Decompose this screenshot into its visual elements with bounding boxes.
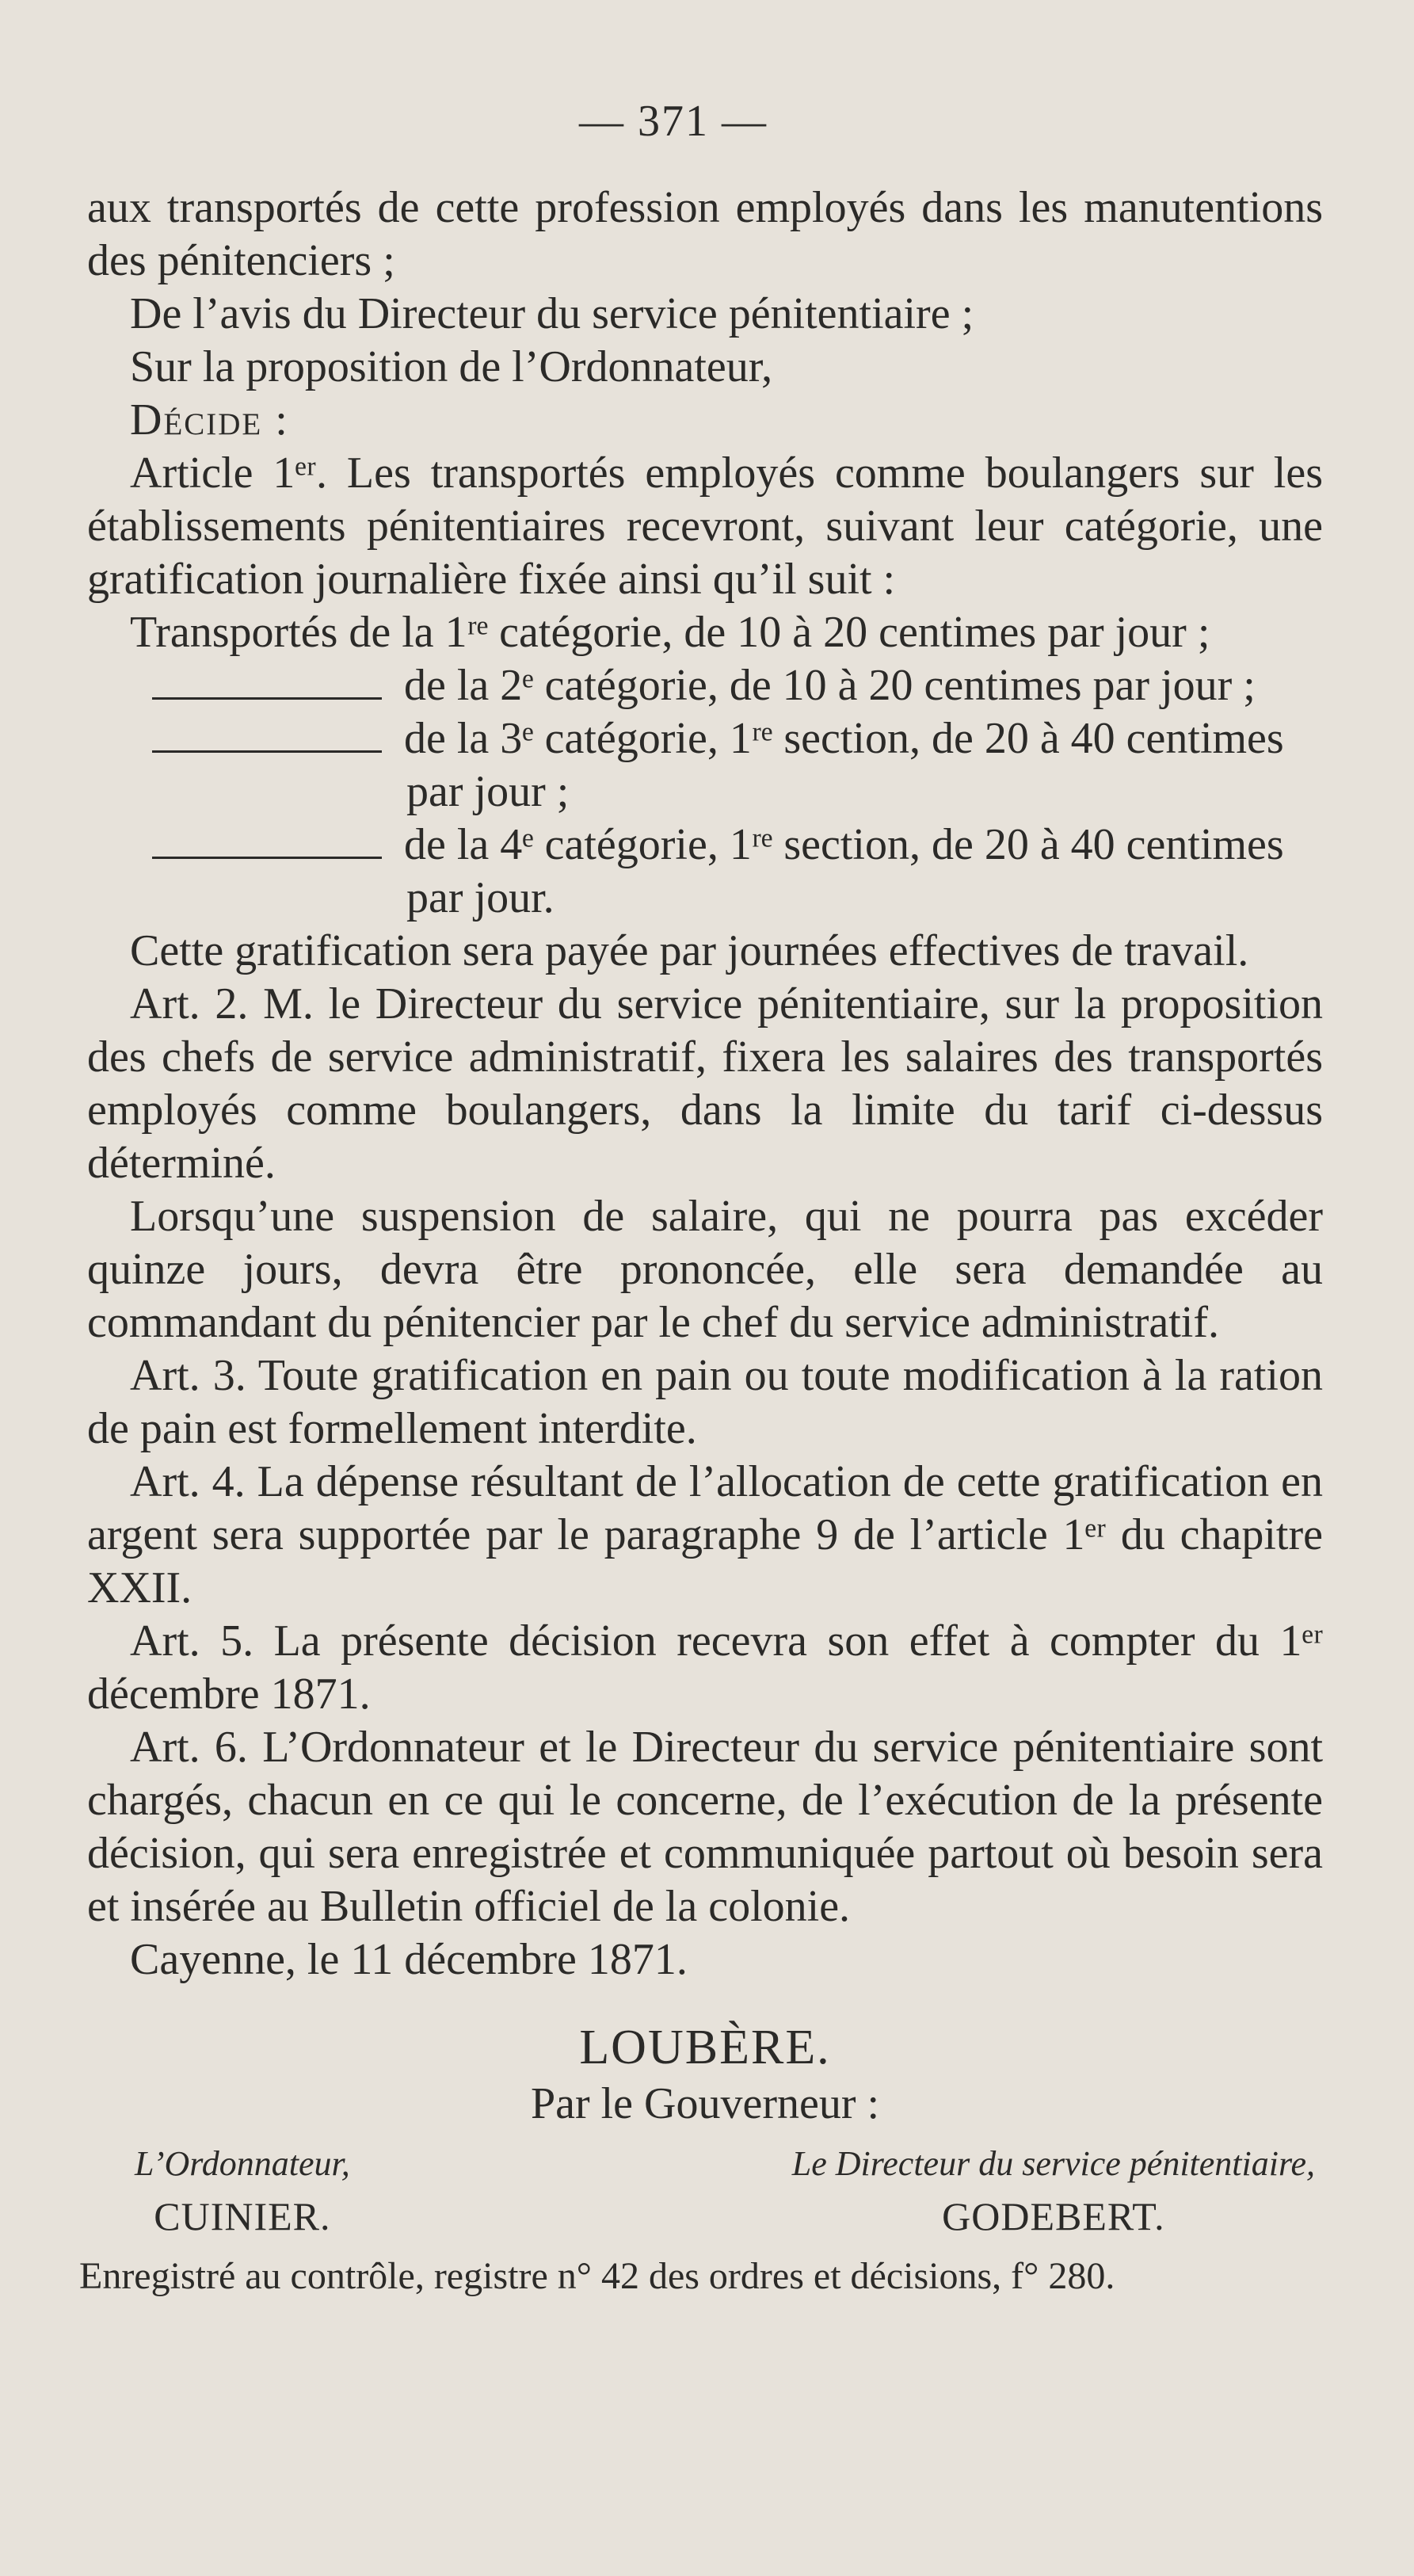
category-3-continuation: par jour ; bbox=[406, 767, 570, 816]
category-4: de la 4ᵉ catégorie, 1ʳᵉ section, de 20 à 40 centimes bbox=[404, 820, 1284, 869]
paragraph-decide: Décide : bbox=[130, 395, 289, 445]
category-1: Transportés de la 1ʳᵉ catégorie, de 10 à 20 centimes par jour ; bbox=[130, 608, 1210, 657]
article-6: Art. 6. L’Ordonnateur et le Directeur du service pénitentiaire sont chargés, chacun en ce qui le concerne, de l’exécution de la présente décision, qui sera enregistrée et communiquée partout où besoin sera et insérée au Bulletin officiel de la colonie. bbox=[87, 1723, 1323, 1931]
co-signature-directeur bbox=[792, 2137, 1323, 2243]
directeur-role: Le Directeur du service pénitentiaire, bbox=[791, 2144, 1315, 2183]
registration-note: Enregistré au contrôle, registre n° 42 des ordres et décisions, f° 280. bbox=[79, 2255, 1115, 2297]
ditto-dash bbox=[152, 857, 382, 859]
paragraph-gratification: Cette gratification sera payée par journées effectives de travail. bbox=[130, 926, 1249, 975]
paragraph-proposition: Sur la proposition de l’Ordonnateur, bbox=[130, 342, 773, 391]
category-3: de la 3ᵉ catégorie, 1ʳᵉ section, de 20 à 40 centimes bbox=[404, 714, 1284, 763]
paragraph-avis: De l’avis du Directeur du service pénitentiaire ; bbox=[130, 289, 974, 338]
ditto-dash bbox=[152, 697, 382, 700]
directeur-name: GODEBERT. bbox=[942, 2194, 1165, 2238]
ditto-dash bbox=[152, 750, 382, 753]
category-3-line bbox=[87, 712, 1323, 765]
co-signature-ordonnateur bbox=[87, 2137, 350, 2243]
category-4-line bbox=[87, 819, 1323, 872]
paragraph-continuation: aux transportés de cette profession employés dans les manutentions des pénitenciers ; bbox=[87, 183, 1323, 285]
ordonnateur-name: CUINIER. bbox=[154, 2194, 331, 2238]
co-signatures bbox=[87, 2137, 1323, 2243]
article-5: Art. 5. La présente décision recevra son effet à compter du 1ᵉʳ décembre 1871. bbox=[87, 1616, 1323, 1719]
signature-by: Par le Gouverneur : bbox=[530, 2079, 880, 2128]
article-4: Art. 4. La dépense résultant de l’allocation de cette gratification en argent sera supportée par le paragraphe 9 de l’article 1ᵉʳ du chapitre XXII. bbox=[87, 1457, 1323, 1612]
place-date: Cayenne, le 11 décembre 1871. bbox=[130, 1935, 688, 1984]
category-2: de la 2ᵉ catégorie, de 10 à 20 centimes par jour ; bbox=[404, 661, 1256, 710]
article-2: Art. 2. M. le Directeur du service pénitentiaire, sur la proposition des chefs de service administratif, fixera les salaires des transportés employés comme boulangers, dans la limite du tarif ci-dessus déterminé. bbox=[87, 979, 1323, 1188]
paragraph-suspension: Lorsqu’une suspension de salaire, qui ne pourra pas excéder quinze jours, devra être prononcée, elle sera demandée au commandant du pénitencier par le chef du service administratif. bbox=[87, 1192, 1323, 1347]
category-4-continuation: par jour. bbox=[406, 873, 555, 922]
page-number: — 371 — bbox=[579, 97, 768, 146]
article-1: Article 1ᵉʳ. Les transportés employés comme boulangers sur les établissements pénitentiaires recevront, suivant leur catégorie, une gratification journalière fixée ainsi qu’il suit : bbox=[87, 448, 1323, 604]
article-3: Art. 3. Toute gratification en pain ou toute modification à la ration de pain est formellement interdite. bbox=[87, 1351, 1323, 1453]
signature-name: LOUBÈRE. bbox=[579, 2021, 831, 2074]
ordonnateur-role: L’Ordonnateur, bbox=[135, 2144, 350, 2183]
category-2-line bbox=[87, 659, 1323, 712]
page-text bbox=[79, 95, 1323, 2303]
